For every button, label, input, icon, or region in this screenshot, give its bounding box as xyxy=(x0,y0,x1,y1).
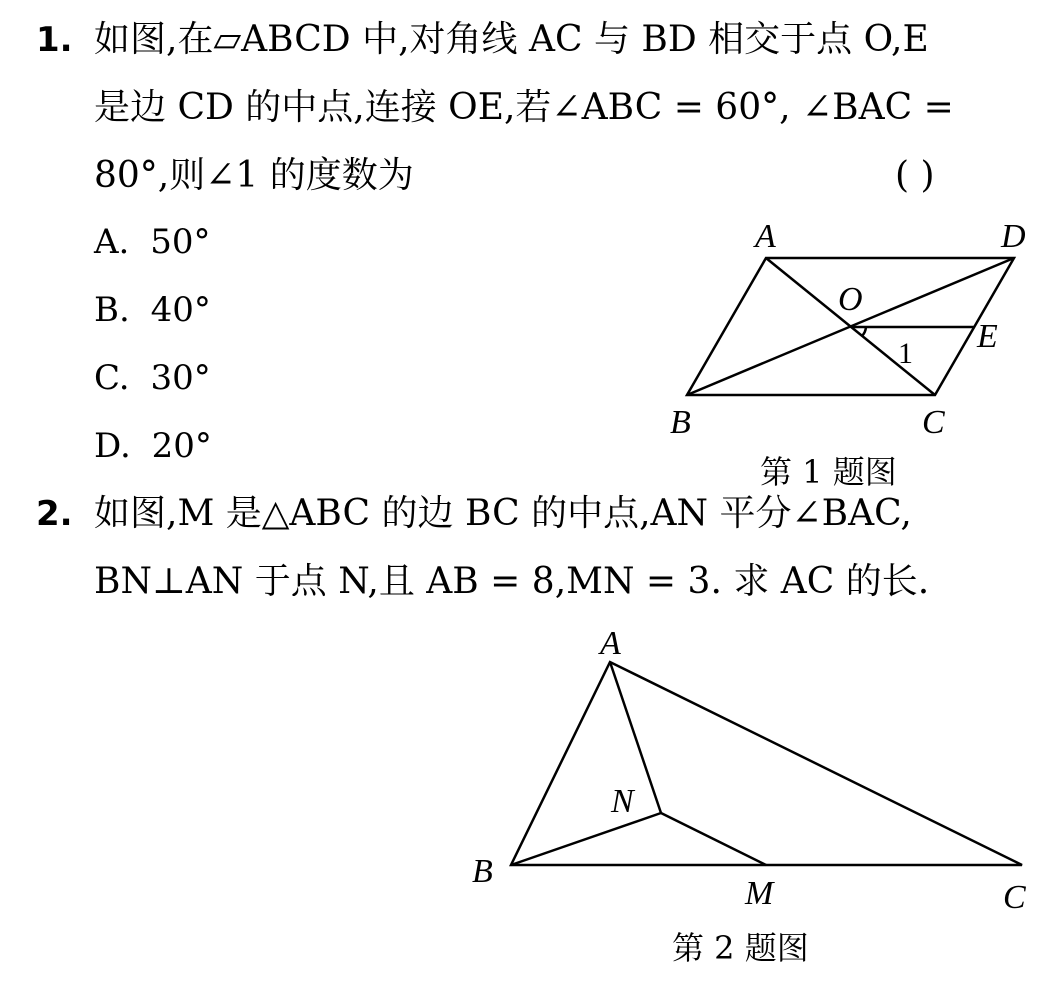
label-b2: B xyxy=(472,853,493,890)
triangle-abc xyxy=(511,662,1022,865)
label-m: M xyxy=(745,875,774,912)
label-angle-1: 1 xyxy=(898,337,913,370)
label-e: E xyxy=(977,318,998,355)
question-1-text-line-3: 80°,则∠1 的度数为 xyxy=(94,155,414,196)
label-d: D xyxy=(1001,218,1026,255)
option-a-label: A. xyxy=(94,222,130,262)
label-c: C xyxy=(922,404,945,441)
question-1-text-line-1: 如图,在▱ABCD 中,对角线 AC 与 BD 相交于点 O,E xyxy=(94,19,929,60)
option-d-label: D. xyxy=(94,426,131,466)
label-o: O xyxy=(838,281,863,318)
question-1-text-line-2: 是边 CD 的中点,连接 OE,若∠ABC = 60°, ∠BAC = xyxy=(94,87,954,128)
label-n: N xyxy=(611,783,634,820)
option-a-text: 50° xyxy=(150,222,211,262)
label-b: B xyxy=(670,404,691,441)
figure-1-caption: 第 1 题图 xyxy=(760,453,897,491)
option-c-text: 30° xyxy=(150,358,211,398)
label-a: A xyxy=(755,218,776,255)
figure-2-caption: 第 2 题图 xyxy=(672,929,809,967)
option-b-text: 40° xyxy=(150,290,211,330)
option-b-label: B. xyxy=(94,290,130,330)
label-a2: A xyxy=(600,625,621,662)
question-1-number: 1. xyxy=(36,20,73,60)
answer-blank[interactable]: ( ) xyxy=(895,155,935,196)
option-c-label: C. xyxy=(94,358,130,398)
question-2-number: 2. xyxy=(36,494,73,534)
question-2-text-line-1: 如图,M 是△ABC 的边 BC 的中点,AN 平分∠BAC, xyxy=(94,493,912,534)
label-c2: C xyxy=(1003,879,1026,916)
option-d-text: 20° xyxy=(151,426,212,466)
segment-nm xyxy=(661,813,766,865)
question-2-text-line-2: BN⊥AN 于点 N,且 AB = 8,MN = 3. 求 AC 的长. xyxy=(94,561,930,602)
